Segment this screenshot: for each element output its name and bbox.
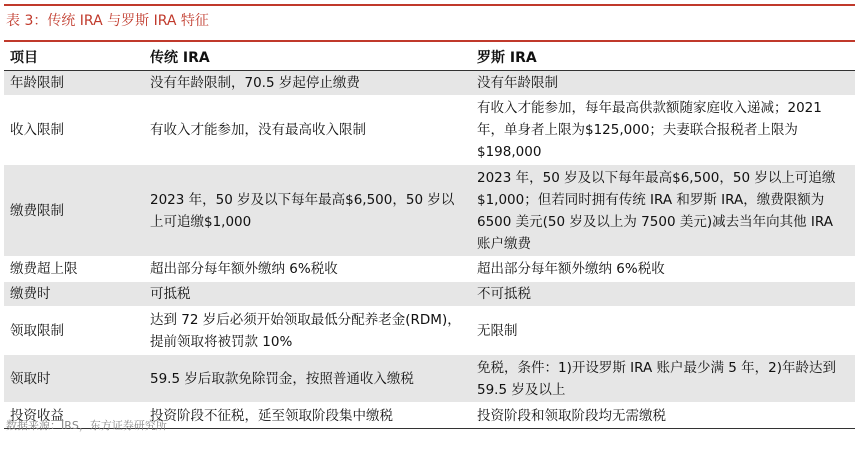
table-row bbox=[4, 307, 855, 355]
traditional-ira-cell: 超出部分每年额外缴纳 6%税收 bbox=[144, 257, 471, 282]
row-label: 领取时 bbox=[4, 355, 144, 403]
table-row bbox=[4, 165, 855, 257]
roth-ira-cell: 不可抵税 bbox=[471, 282, 855, 307]
ira-comparison-table bbox=[4, 44, 855, 429]
header-row bbox=[4, 44, 855, 71]
header-roth-ira: 罗斯 IRA bbox=[471, 44, 855, 71]
roth-ira-cell: 无限制 bbox=[471, 307, 855, 355]
traditional-ira-cell: 没有年龄限制，70.5 岁起停止缴费 bbox=[144, 71, 471, 96]
title-red-rule bbox=[4, 40, 855, 42]
roth-ira-cell: 有收入才能参加，每年最高供款额随家庭收入递减；2021 年，单身者上限为$125,000；夫妻联合报税者上限为$198,000 bbox=[471, 96, 855, 165]
row-label: 收入限制 bbox=[4, 96, 144, 165]
row-label: 缴费时 bbox=[4, 282, 144, 307]
table-row bbox=[4, 282, 855, 307]
row-label: 缴费超上限 bbox=[4, 257, 144, 282]
traditional-ira-cell: 2023 年，50 岁及以下每年最高$6,500，50 岁以上可追缴$1,000 bbox=[144, 165, 471, 257]
header-traditional-ira: 传统 IRA bbox=[144, 44, 471, 71]
top-red-rule bbox=[4, 4, 855, 6]
traditional-ira-cell: 可抵税 bbox=[144, 282, 471, 307]
table-row bbox=[4, 257, 855, 282]
roth-ira-cell: 投资阶段和领取阶段均无需缴税 bbox=[471, 403, 855, 429]
row-label: 年龄限制 bbox=[4, 71, 144, 96]
table-title: 表 3：传统 IRA 与罗斯 IRA 特征 bbox=[6, 13, 209, 29]
header-item: 项目 bbox=[4, 44, 144, 71]
roth-ira-cell: 超出部分每年额外缴纳 6%税收 bbox=[471, 257, 855, 282]
traditional-ira-cell: 达到 72 岁后必须开始领取最低分配养老金(RDM)，提前领取将被罚款 10% bbox=[144, 307, 471, 355]
traditional-ira-cell: 59.5 岁后取款免除罚金，按照普通收入缴税 bbox=[144, 355, 471, 403]
table-row bbox=[4, 96, 855, 165]
table-row bbox=[4, 355, 855, 403]
roth-ira-cell: 免税，条件：1)开设罗斯 IRA 账户最少满 5 年，2)年龄达到 59.5 岁及以上 bbox=[471, 355, 855, 403]
roth-ira-cell: 没有年龄限制 bbox=[471, 71, 855, 96]
roth-ira-cell: 2023 年，50 岁及以下每年最高$6,500，50 岁以上可追缴$1,000；但若同时拥有传统 IRA 和罗斯 IRA，缴费限额为 6500 美元(50 岁及以上为 7500 美元)减去当年向其他 IRA 账户缴费 bbox=[471, 165, 855, 257]
row-label: 缴费限制 bbox=[4, 165, 144, 257]
traditional-ira-cell: 投资阶段不征税，延至领取阶段集中缴税 bbox=[144, 403, 471, 429]
table-row bbox=[4, 71, 855, 96]
data-source-note: 数据来源：IRS，东方证券研究所 bbox=[6, 419, 167, 432]
row-label: 投资收益 bbox=[4, 403, 144, 429]
traditional-ira-cell: 有收入才能参加，没有最高收入限制 bbox=[144, 96, 471, 165]
row-label: 领取限制 bbox=[4, 307, 144, 355]
